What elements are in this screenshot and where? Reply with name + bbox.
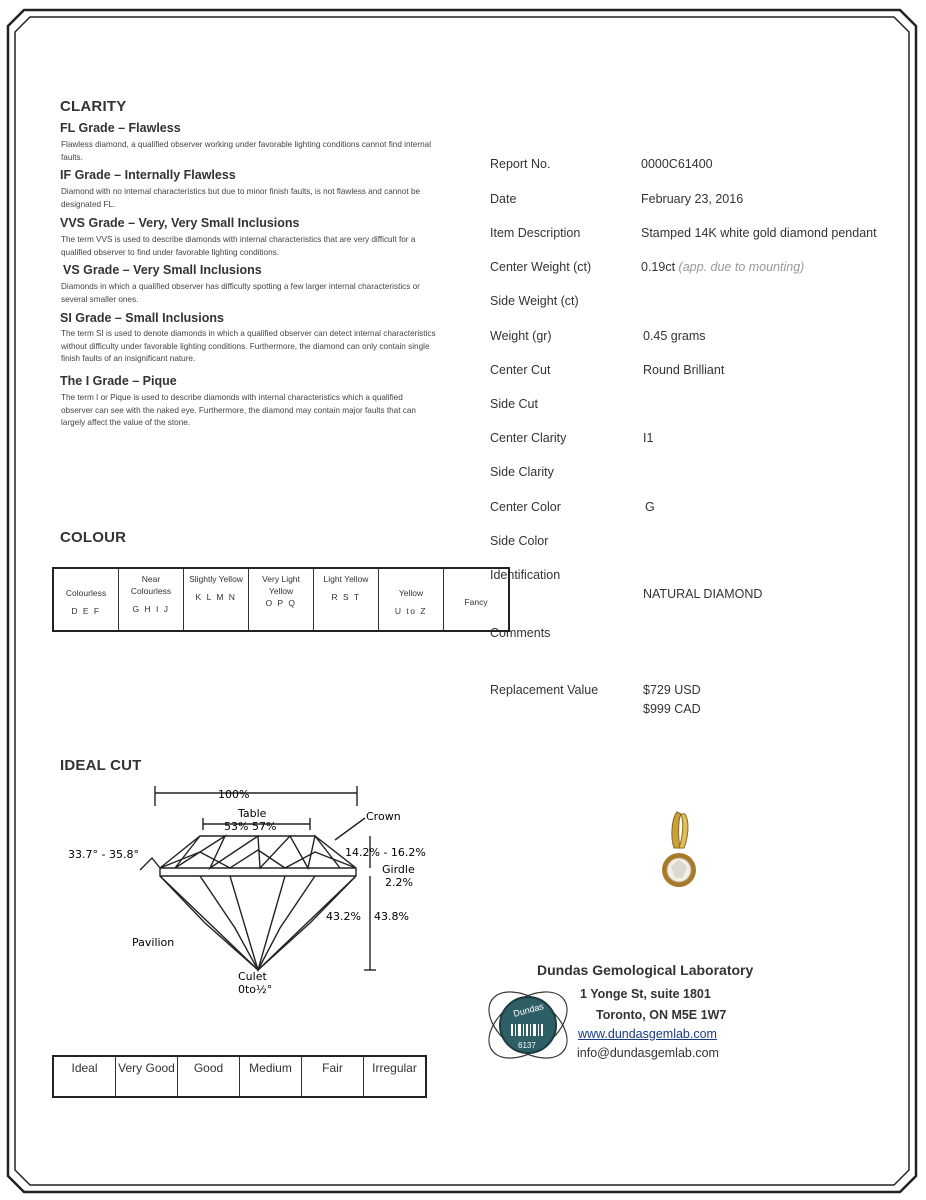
center-clarity-value: I1 bbox=[643, 431, 654, 445]
lab-address-line2: Toronto, ON M5E 1W7 bbox=[596, 1008, 727, 1022]
cut-total-label: 100% bbox=[218, 788, 250, 801]
item-description-value: Stamped 14K white gold diamond pendant bbox=[641, 226, 877, 240]
grade-if-text: Diamond with no internal characteristics but due to minor finish faults, is not flawless and cannot be designated FL. bbox=[61, 187, 421, 209]
item-description-label: Item Description bbox=[490, 226, 581, 240]
seal-text: Dundas bbox=[512, 1001, 545, 1019]
report-no-label: Report No. bbox=[490, 157, 551, 171]
pendant-image bbox=[650, 808, 710, 908]
comments-label: Comments bbox=[490, 626, 551, 640]
center-weight-amount: 0.19ct bbox=[641, 260, 676, 274]
side-clarity-label: Side Clarity bbox=[490, 465, 554, 479]
cut-grade-table bbox=[52, 1055, 427, 1098]
lab-address-line1: 1 Yonge St, suite 1801 bbox=[580, 987, 711, 1001]
colour-scale-table bbox=[52, 567, 510, 632]
clarity-title: CLARITY bbox=[60, 98, 127, 115]
grade-i-text: The term I or Pique is used to describe diamonds with internal characteristics which a qualified observer can see with the naked eye. Furthermore, the diamond may contain major faults that can largely affect the value of the stone. bbox=[61, 393, 416, 428]
colour-cell-very-light-yellow: Very Light Yellow O P Q bbox=[249, 568, 314, 631]
grade-fl-text: Flawless diamond, a qualified observer working under favorable lighting conditions cannot find internal faults. bbox=[61, 140, 432, 162]
lab-name: Dundas Gemological Laboratory bbox=[537, 962, 754, 978]
diamond-cut-diagram bbox=[60, 778, 450, 998]
lab-website-link[interactable]: www.dundasgemlab.com bbox=[578, 1027, 717, 1041]
cut-grade-very-good: Very Good bbox=[116, 1056, 178, 1097]
colour-title: COLOUR bbox=[60, 529, 127, 546]
cut-table-label: Table bbox=[238, 807, 267, 820]
center-cut-label: Center Cut bbox=[490, 363, 551, 377]
colour-cell-light-yellow: Light Yellow R S T bbox=[314, 568, 379, 631]
grade-si-heading: SI Grade – Small Inclusions bbox=[60, 311, 224, 325]
center-weight-note: (app. due to mounting) bbox=[678, 260, 805, 274]
lab-email: info@dundasgemlab.com bbox=[577, 1046, 719, 1060]
cut-crown-label: Crown bbox=[366, 810, 401, 823]
cut-pavilion-low: 43.2% bbox=[326, 910, 361, 923]
cut-grade-ideal: Ideal bbox=[53, 1056, 116, 1097]
cut-pavilion-high: 43.8% bbox=[374, 910, 409, 923]
side-color-label: Side Color bbox=[490, 534, 549, 548]
report-no-value: 0000C61400 bbox=[641, 157, 713, 171]
grade-fl-heading: FL Grade – Flawless bbox=[60, 121, 181, 135]
identification-value: NATURAL DIAMOND bbox=[643, 587, 763, 601]
center-clarity-label: Center Clarity bbox=[490, 431, 567, 445]
date-value: February 23, 2016 bbox=[641, 192, 744, 206]
center-cut-value: Round Brilliant bbox=[643, 363, 725, 377]
cut-girdle-pct: 2.2% bbox=[385, 876, 413, 889]
identification-label: Identification bbox=[490, 568, 561, 582]
colour-cell-slightly-yellow: Slightly Yellow K L M N bbox=[184, 568, 249, 631]
center-color-label: Center Color bbox=[490, 500, 561, 514]
cut-grade-medium: Medium bbox=[240, 1056, 302, 1097]
cut-pavilion-label: Pavilion bbox=[132, 936, 175, 949]
cut-grade-good: Good bbox=[178, 1056, 240, 1097]
cut-girdle-label: Girdle bbox=[382, 863, 415, 876]
grade-i-heading: The I Grade – Pique bbox=[60, 374, 177, 388]
grade-vvs-text: The term VVS is used to describe diamonds with internal characteristics that are very difficult for a qualified observer to find under favorable lighting conditions. bbox=[61, 235, 416, 257]
replacement-value-label: Replacement Value bbox=[490, 683, 599, 697]
colour-cell-fancy: Fancy bbox=[444, 568, 510, 631]
date-label: Date bbox=[490, 192, 517, 206]
colour-cell-yellow: Yellow U to Z bbox=[379, 568, 444, 631]
seal-number: 6137 bbox=[518, 1041, 536, 1050]
weight-gr-label: Weight (gr) bbox=[490, 329, 552, 343]
side-cut-label: Side Cut bbox=[490, 397, 538, 411]
grade-vs-heading: VS Grade – Very Small Inclusions bbox=[63, 263, 262, 277]
cut-table-range: 53% 57% bbox=[224, 820, 277, 833]
cut-culet-label: Culet bbox=[238, 970, 267, 983]
cut-grade-fair: Fair bbox=[302, 1056, 364, 1097]
side-weight-label: Side Weight (ct) bbox=[490, 294, 579, 308]
cut-grade-irregular: Irregular bbox=[364, 1056, 427, 1097]
grade-vs-text: Diamonds in which a qualified observer has difficulty spotting a few larger internal characteristics or several smaller ones. bbox=[61, 282, 420, 304]
center-weight-label: Center Weight (ct) bbox=[490, 260, 592, 274]
weight-gr-value: 0.45 grams bbox=[643, 329, 706, 343]
lab-seal bbox=[478, 970, 578, 1070]
grade-if-heading: IF Grade – Internally Flawless bbox=[60, 168, 236, 182]
grade-vvs-heading: VVS Grade – Very, Very Small Inclusions bbox=[60, 216, 300, 230]
colour-cell-colourless: Colourless D E F bbox=[53, 568, 119, 631]
ideal-cut-title: IDEAL CUT bbox=[60, 757, 142, 774]
replacement-usd: $729 USD bbox=[643, 683, 701, 697]
center-weight-value bbox=[641, 260, 804, 274]
cut-culet-pct: 0to½° bbox=[238, 983, 273, 996]
cut-crown-angle: 33.7° - 35.8° bbox=[68, 848, 139, 861]
colour-cell-near-colourless: Near Colourless G H I J bbox=[119, 568, 184, 631]
grade-si-text: The term SI is used to denote diamonds in which a qualified observer can detect internal characteristics without difficulty under favorable lighting conditions. Furthermore, the diamond can only contain single finish faults of an insignificant nature. bbox=[61, 329, 436, 364]
center-color-value: G bbox=[645, 500, 655, 514]
cut-crown-height: 14.2% - 16.2% bbox=[345, 846, 426, 859]
replacement-cad: $999 CAD bbox=[643, 702, 701, 716]
